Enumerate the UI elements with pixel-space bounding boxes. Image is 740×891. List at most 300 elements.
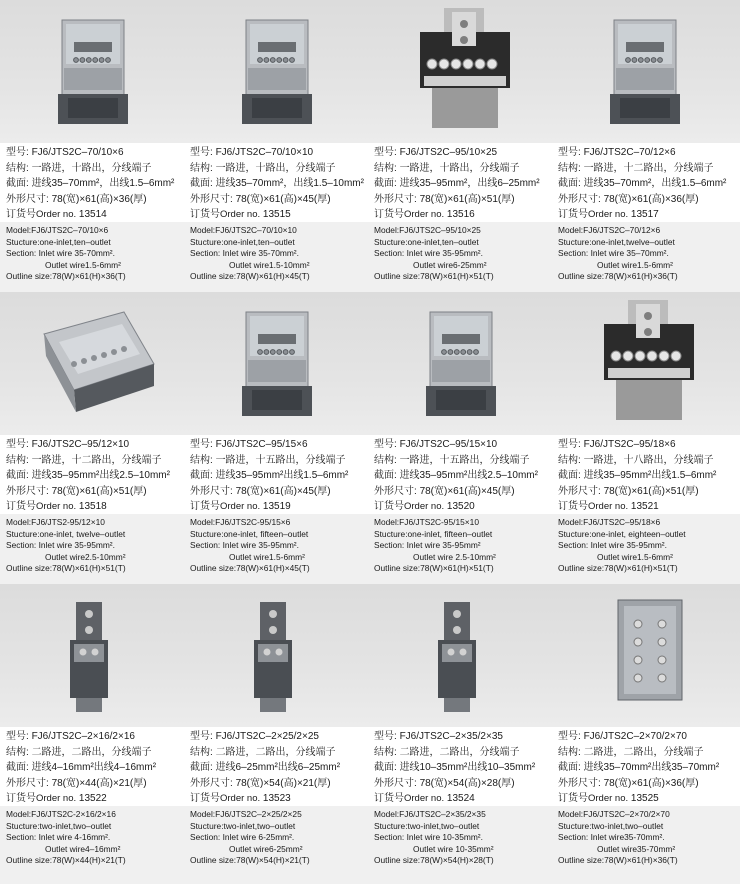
english-outlet: Outlet wire1.5-10mm² <box>229 259 310 270</box>
spec-row-order <box>6 207 174 223</box>
english-structure: Stucture:one-inlet,ten–outlet <box>374 236 479 247</box>
spec-value-size: 78(宽)×61(高)×45(厚) <box>419 485 515 497</box>
spec-value-section: 进线35–70mm²出线35–70mm² <box>583 762 720 773</box>
spec-row-structure <box>374 161 540 177</box>
spec-row-section <box>558 468 716 484</box>
spec-value-size: 78(宽)×61(高)×36(厚) <box>603 777 699 789</box>
spec-label: 结构: <box>190 162 213 174</box>
spec-value-section: 进线35–70mm²，出线1.5–6mm² <box>583 178 727 189</box>
terminal-block-photo <box>188 2 358 142</box>
spec-row-model <box>6 145 174 161</box>
order-label-cn: 订货号 <box>558 209 588 220</box>
english-outlet: Outlet wire6-25mm² <box>413 259 487 270</box>
spec-value-size: 78(宽)×54(高)×21(厚) <box>235 777 331 789</box>
english-model: Model:FJ6/JTS2C–95/18×6 <box>558 517 661 527</box>
spec-row-structure <box>190 161 364 177</box>
spec-value-size: 78(宽)×61(高)×36(厚) <box>603 193 699 205</box>
order-label-en: Order no. <box>36 209 77 220</box>
spec-value-structure: 二路进，二路出，分线端子 <box>31 746 152 758</box>
english-structure: Stucture:one-inlet,ten–outlet <box>6 236 111 247</box>
terminal-block-photo <box>4 2 174 142</box>
order-label-cn: 订货号 <box>374 501 404 512</box>
spec-label: 外形尺寸: <box>190 485 233 497</box>
spec-value-structure: 一路进，十二路出，分线端子 <box>31 454 162 466</box>
english-spec <box>374 517 496 575</box>
order-label-cn: 订货号 <box>6 209 36 220</box>
order-label-cn: 订货号 <box>190 209 220 220</box>
spec-row-size <box>6 776 156 792</box>
english-model: Model:FJ6/JTS2C–70/10×6 <box>6 225 109 235</box>
spec-label: 截面: <box>558 178 581 189</box>
english-model: Model:FJ6/JTS2C–70/12×6 <box>558 225 661 235</box>
order-label-en: Order no. <box>404 501 445 512</box>
spec-label: 结构: <box>6 454 29 466</box>
spec-row-model <box>190 145 364 161</box>
spec-row-section <box>6 468 170 484</box>
spec-value-structure: 二路进，二路出，分线端子 <box>583 746 704 758</box>
spec-label: 外形尺寸: <box>6 193 49 205</box>
spec-label: 外形尺寸: <box>374 193 417 205</box>
spec-value-model: FJ6/JTS2C–70/12×6 <box>583 147 676 158</box>
product-photo <box>4 2 184 145</box>
spec-label: 截面: <box>190 762 213 773</box>
english-size: Outline size:78(W)×61(H)×36(T) <box>558 855 678 866</box>
spec-row-model <box>6 437 170 453</box>
order-number: 13518 <box>78 501 107 512</box>
product-photo <box>556 294 736 437</box>
spec-row-order <box>374 791 535 807</box>
spec-value-model: FJ6/JTS2C–70/10×6 <box>31 147 124 158</box>
english-size: Outline size:78(W)×54(H)×28(T) <box>374 855 494 866</box>
english-size: Outline size:78(W)×54(H)×21(T) <box>190 855 310 866</box>
spec-label: 型号: <box>190 731 213 742</box>
product-photo <box>188 294 368 437</box>
english-size: Outline size:78(W)×61(H)×36(T) <box>558 271 678 282</box>
spec-value-size: 78(宽)×54(高)×28(厚) <box>419 777 515 789</box>
spec-value-model: FJ6/JTS2C–95/12×10 <box>31 439 130 450</box>
spec-label: 截面: <box>6 178 29 189</box>
spec-value-structure: 二路进，二路出，分线端子 <box>399 746 520 758</box>
order-number: 13516 <box>446 209 475 220</box>
product-spec <box>374 145 540 223</box>
spec-value-model: FJ6/JTS2C–95/18×6 <box>583 439 676 450</box>
spec-label: 截面: <box>190 470 213 481</box>
spec-label: 外形尺寸: <box>374 777 417 789</box>
spec-label: 外形尺寸: <box>6 485 49 497</box>
terminal-block-photo <box>188 294 358 434</box>
english-size: Outline size:78(W)×61(H)×51(T) <box>6 563 126 574</box>
product-spec <box>190 437 348 515</box>
english-spec <box>6 809 126 867</box>
order-number: 13520 <box>446 501 475 512</box>
spec-row-structure <box>558 745 719 761</box>
spec-value-model: FJ6/JTS2C–70/10×10 <box>215 147 314 158</box>
english-model: Model:FJ6/JTS2C–70/10×10 <box>190 225 297 235</box>
spec-label: 结构: <box>558 454 581 466</box>
spec-row-order <box>558 499 716 515</box>
order-number: 13522 <box>78 793 107 804</box>
english-inlet: Section: Inlet wire35-70mm². <box>558 832 665 843</box>
spec-row-section <box>190 176 364 192</box>
spec-value-structure: 一路进，十五路出，分线端子 <box>215 454 346 466</box>
spec-label: 截面: <box>374 762 397 773</box>
english-spec <box>6 517 126 575</box>
order-label-en: Order no. <box>220 501 261 512</box>
english-spec <box>6 225 126 283</box>
english-spec <box>190 809 310 867</box>
product-spec <box>558 145 726 223</box>
english-structure: Stucture:two-inlet,two–outlet <box>6 820 112 831</box>
order-label-en: Order no. <box>220 209 261 220</box>
spec-label: 外形尺寸: <box>558 485 601 497</box>
english-model: Model:FJ6/JTS2C–2×25/2×25 <box>190 809 302 819</box>
product-spec <box>190 145 364 223</box>
terminal-block-photo <box>188 586 358 726</box>
spec-value-section: 进线35–70mm²，出线1.5–6mm² <box>31 178 175 189</box>
spec-row-order <box>190 207 364 223</box>
spec-label: 型号: <box>6 439 29 450</box>
product-spec <box>6 145 174 223</box>
product-spec <box>558 729 719 807</box>
spec-label: 型号: <box>374 439 397 450</box>
spec-row-model <box>558 729 719 745</box>
english-inlet: Section: Inlet wire 10-35mm². <box>374 832 483 843</box>
spec-row-section <box>374 760 535 776</box>
spec-row-section <box>374 176 540 192</box>
english-outlet: Outlet wire2.5-10mm² <box>45 551 126 562</box>
english-model: Model:FJ6/JTS2C-95/15×6 <box>190 517 291 527</box>
spec-row-size <box>190 776 340 792</box>
spec-row-order <box>190 791 340 807</box>
spec-label: 结构: <box>190 746 213 758</box>
english-structure: Stucture:two-inlet,two–outlet <box>190 820 296 831</box>
spec-label: 型号: <box>558 147 581 158</box>
spec-value-section: 进线35–95mm²出线2.5–10mm² <box>31 470 170 481</box>
spec-label: 截面: <box>374 470 397 481</box>
spec-label: 型号: <box>190 147 213 158</box>
spec-value-size: 78(宽)×61(高)×45(厚) <box>235 193 331 205</box>
spec-row-model <box>6 729 156 745</box>
spec-value-size: 78(宽)×44(高)×21(厚) <box>51 777 147 789</box>
english-spec <box>558 809 678 867</box>
spec-value-model: FJ6/JTS2C–2×25/2×25 <box>215 731 319 742</box>
spec-label: 型号: <box>374 147 397 158</box>
spec-value-section: 进线6–25mm²出线6–25mm² <box>215 762 341 773</box>
spec-label: 截面: <box>6 762 29 773</box>
order-number: 13519 <box>262 501 291 512</box>
english-size: Outline size:78(W)×61(H)×36(T) <box>6 271 126 282</box>
spec-row-size <box>6 192 174 208</box>
english-outlet: Outlet wire1.5-6mm² <box>45 259 121 270</box>
english-size: Outline size:78(W)×61(H)×51(T) <box>558 563 678 574</box>
spec-value-model: FJ6/JTS2C–2×70/2×70 <box>583 731 687 742</box>
english-inlet: Section: Inlet wire 35-70mm². <box>6 248 115 259</box>
english-spec <box>190 225 310 283</box>
spec-value-size: 78(宽)×61(高)×51(厚) <box>603 485 699 497</box>
spec-label: 结构: <box>558 162 581 174</box>
english-inlet: Section: Inlet wire 35–70mm². <box>558 248 669 259</box>
spec-label: 型号: <box>374 731 397 742</box>
spec-row-section <box>374 468 538 484</box>
spec-row-model <box>558 437 716 453</box>
english-outlet: Outlet wire1.5-6mm² <box>597 551 673 562</box>
english-model: Model:FJ6/JTS2C–2×70/2×70 <box>558 809 670 819</box>
english-size: Outline size:78(W)×61(H)×51(T) <box>374 271 494 282</box>
terminal-block-photo <box>372 294 542 434</box>
spec-row-size <box>190 484 348 500</box>
order-label-cn: 订货号 <box>558 501 588 512</box>
terminal-block-photo <box>556 586 726 726</box>
spec-value-size: 78(宽)×61(高)×45(厚) <box>235 485 331 497</box>
spec-row-structure <box>6 161 174 177</box>
spec-row-section <box>6 760 156 776</box>
spec-label: 结构: <box>374 162 397 174</box>
spec-row-size <box>558 776 719 792</box>
order-label-cn: 订货号 <box>558 793 588 804</box>
spec-row-structure <box>190 745 340 761</box>
spec-row-section <box>558 760 719 776</box>
product-spec <box>190 729 340 807</box>
terminal-block-photo <box>372 586 542 726</box>
english-structure: Stucture:two-inlet,two–outlet <box>374 820 480 831</box>
spec-row-order <box>6 499 170 515</box>
spec-label: 结构: <box>374 746 397 758</box>
english-outlet: Outlet wire1.5-6mm² <box>597 259 673 270</box>
spec-row-section <box>190 468 348 484</box>
spec-label: 结构: <box>6 746 29 758</box>
spec-row-structure <box>6 745 156 761</box>
spec-row-order <box>6 791 156 807</box>
terminal-block-photo <box>4 294 174 434</box>
spec-value-section: 进线35–70mm²，出线1.5–10mm² <box>215 178 364 189</box>
spec-row-model <box>374 437 538 453</box>
spec-row-size <box>374 192 540 208</box>
spec-value-structure: 一路进，十路出，分线端子 <box>31 162 152 174</box>
english-model: Model:FJ6/JTS2-95/12×10 <box>6 517 105 527</box>
english-structure: Stucture:one-inlet, fifteen–outlet <box>190 528 309 539</box>
spec-value-structure: 一路进，十二路出，分线端子 <box>583 162 714 174</box>
order-label-en: Order no. <box>220 793 261 804</box>
order-number: 13523 <box>262 793 291 804</box>
product-spec <box>374 437 538 515</box>
order-number: 13524 <box>446 793 475 804</box>
english-spec <box>374 809 494 867</box>
spec-label: 外形尺寸: <box>558 777 601 789</box>
spec-row-size <box>374 776 535 792</box>
spec-label: 型号: <box>190 439 213 450</box>
spec-label: 型号: <box>558 731 581 742</box>
english-structure: Stucture:two-inlet,two–outlet <box>558 820 664 831</box>
spec-value-section: 进线4–16mm²出线4–16mm² <box>31 762 157 773</box>
english-outlet: Outlet wire 10-35mm² <box>413 843 494 854</box>
product-photo <box>556 2 736 145</box>
english-structure: Stucture:one-inlet, fifteen–outlet <box>374 528 493 539</box>
spec-row-model <box>190 729 340 745</box>
english-inlet: Section: Inlet wire 6-25mm². <box>190 832 295 843</box>
spec-value-model: FJ6/JTS2C–95/15×6 <box>215 439 308 450</box>
spec-label: 截面: <box>558 762 581 773</box>
english-size: Outline size:78(W)×44(H)×21(T) <box>6 855 126 866</box>
spec-row-structure <box>558 453 716 469</box>
spec-label: 外形尺寸: <box>374 485 417 497</box>
order-label-cn: 订货号 <box>190 793 220 804</box>
order-number: 13525 <box>630 793 659 804</box>
terminal-block-photo <box>556 2 726 142</box>
english-model: Model:FJ6/JTS2C–95/10×25 <box>374 225 481 235</box>
terminal-block-photo <box>372 2 542 142</box>
spec-row-order <box>558 207 726 223</box>
product-photo <box>188 2 368 145</box>
spec-value-section: 进线35–95mm²，出线6–25mm² <box>399 178 540 189</box>
product-photo <box>372 2 552 145</box>
spec-label: 截面: <box>190 178 213 189</box>
english-size: Outline size:78(W)×61(H)×45(T) <box>190 271 310 282</box>
english-outlet: Outlet wire1.5-6mm² <box>229 551 305 562</box>
english-structure: Stucture:one-inlet,ten–outlet <box>190 236 295 247</box>
english-spec <box>190 517 310 575</box>
spec-row-order <box>190 499 348 515</box>
spec-row-model <box>374 729 535 745</box>
product-spec <box>6 729 156 807</box>
product-photo <box>372 586 552 729</box>
product-photo <box>188 586 368 729</box>
spec-value-model: FJ6/JTS2C–95/15×10 <box>399 439 498 450</box>
spec-value-structure: 一路进，十五路出，分线端子 <box>399 454 530 466</box>
spec-label: 结构: <box>374 454 397 466</box>
order-label-en: Order no. <box>588 501 629 512</box>
product-spec <box>374 729 535 807</box>
spec-value-size: 78(宽)×61(高)×51(厚) <box>419 193 515 205</box>
terminal-block-photo <box>556 294 726 434</box>
order-label-en: Order no. <box>588 793 629 804</box>
order-number: 13514 <box>78 209 107 220</box>
spec-label: 外形尺寸: <box>558 193 601 205</box>
order-label-cn: 订货号 <box>6 501 36 512</box>
terminal-block-photo <box>4 586 174 726</box>
english-size: Outline size:78(W)×61(H)×45(T) <box>190 563 310 574</box>
spec-value-structure: 一路进，十八路出，分线端子 <box>583 454 714 466</box>
product-spec <box>558 437 716 515</box>
spec-label: 截面: <box>6 470 29 481</box>
spec-row-model <box>190 437 348 453</box>
english-inlet: Section: Inlet wire 4-16mm². <box>6 832 111 843</box>
english-inlet: Section: Inlet wire 35-95mm² <box>374 540 481 551</box>
spec-value-model: FJ6/JTS2C–2×35/2×35 <box>399 731 503 742</box>
spec-value-model: FJ6/JTS2C–2×16/2×16 <box>31 731 135 742</box>
spec-value-section: 进线35–95mm²出线1.5–6mm² <box>583 470 717 481</box>
spec-row-size <box>558 192 726 208</box>
english-structure: Stucture:one-inlet, eighteen–outlet <box>558 528 686 539</box>
order-label-en: Order no. <box>36 501 77 512</box>
spec-value-structure: 一路进，十路出，分线端子 <box>215 162 336 174</box>
spec-label: 外形尺寸: <box>6 777 49 789</box>
spec-row-order <box>558 791 719 807</box>
product-photo <box>556 586 736 729</box>
spec-row-model <box>558 145 726 161</box>
order-label-en: Order no. <box>588 209 629 220</box>
order-label-cn: 订货号 <box>374 209 404 220</box>
spec-row-size <box>6 484 170 500</box>
spec-row-structure <box>558 161 726 177</box>
english-inlet: Section: Inlet wire 35-95mm². <box>190 540 299 551</box>
spec-label: 结构: <box>190 454 213 466</box>
english-outlet: Outlet wire 2.5-10mm² <box>413 551 496 562</box>
spec-row-section <box>6 176 174 192</box>
spec-label: 外形尺寸: <box>190 193 233 205</box>
spec-label: 截面: <box>374 178 397 189</box>
spec-label: 截面: <box>558 470 581 481</box>
spec-row-order <box>374 499 538 515</box>
english-inlet: Section: Inlet wire 35-95mm². <box>558 540 667 551</box>
spec-value-structure: 一路进，十路出，分线端子 <box>399 162 520 174</box>
english-inlet: Section: Inlet wire 35-70mm². <box>190 248 299 259</box>
spec-value-size: 78(宽)×61(高)×51(厚) <box>51 485 147 497</box>
english-size: Outline size:78(W)×61(H)×51(T) <box>374 563 494 574</box>
order-label-en: Order no. <box>404 209 445 220</box>
spec-row-structure <box>6 453 170 469</box>
spec-value-model: FJ6/JTS2C–95/10×25 <box>399 147 498 158</box>
english-structure: Stucture:one-inlet, twelve–outlet <box>6 528 126 539</box>
spec-row-section <box>190 760 340 776</box>
spec-label: 结构: <box>6 162 29 174</box>
spec-row-structure <box>374 745 535 761</box>
english-outlet: Outlet wire6-25mm² <box>229 843 303 854</box>
spec-value-size: 78(宽)×61(高)×36(厚) <box>51 193 147 205</box>
order-number: 13521 <box>630 501 659 512</box>
english-spec <box>374 225 494 283</box>
english-model: Model:FJ6/JTS2C–2×35/2×35 <box>374 809 486 819</box>
spec-value-section: 进线35–95mm²出线1.5–6mm² <box>215 470 349 481</box>
spec-label: 外形尺寸: <box>190 777 233 789</box>
order-label-cn: 订货号 <box>190 501 220 512</box>
english-outlet: Outlet wire35-70mm² <box>597 843 676 854</box>
spec-row-size <box>558 484 716 500</box>
spec-row-size <box>374 484 538 500</box>
order-label-cn: 订货号 <box>6 793 36 804</box>
order-label-en: Order no. <box>404 793 445 804</box>
order-label-cn: 订货号 <box>374 793 404 804</box>
order-number: 13515 <box>262 209 291 220</box>
spec-label: 型号: <box>6 147 29 158</box>
spec-row-order <box>374 207 540 223</box>
spec-value-section: 进线10–35mm²出线10–35mm² <box>399 762 536 773</box>
english-inlet: Section: Inlet wire 35-95mm². <box>6 540 115 551</box>
product-photo <box>4 586 184 729</box>
spec-label: 结构: <box>558 746 581 758</box>
spec-label: 型号: <box>558 439 581 450</box>
english-outlet: Outlet wire4–16mm² <box>45 843 121 854</box>
spec-row-size <box>190 192 364 208</box>
english-structure: Stucture:one-inlet,twelve–outlet <box>558 236 675 247</box>
english-model: Model:FJ6/JTS2C-95/15×10 <box>374 517 479 527</box>
spec-value-section: 进线35–95mm²出线2.5–10mm² <box>399 470 538 481</box>
product-photo <box>372 294 552 437</box>
spec-value-structure: 二路进，二路出，分线端子 <box>215 746 336 758</box>
spec-row-section <box>558 176 726 192</box>
spec-row-structure <box>374 453 538 469</box>
product-photo <box>4 294 184 437</box>
english-inlet: Section: Inlet wire 35-95mm². <box>374 248 483 259</box>
english-spec <box>558 517 686 575</box>
order-number: 13517 <box>630 209 659 220</box>
english-spec <box>558 225 678 283</box>
spec-label: 型号: <box>6 731 29 742</box>
spec-row-structure <box>190 453 348 469</box>
order-label-en: Order no. <box>36 793 77 804</box>
product-spec <box>6 437 170 515</box>
english-model: Model:FJ6/JTS2C-2×16/2×16 <box>6 809 116 819</box>
spec-row-model <box>374 145 540 161</box>
